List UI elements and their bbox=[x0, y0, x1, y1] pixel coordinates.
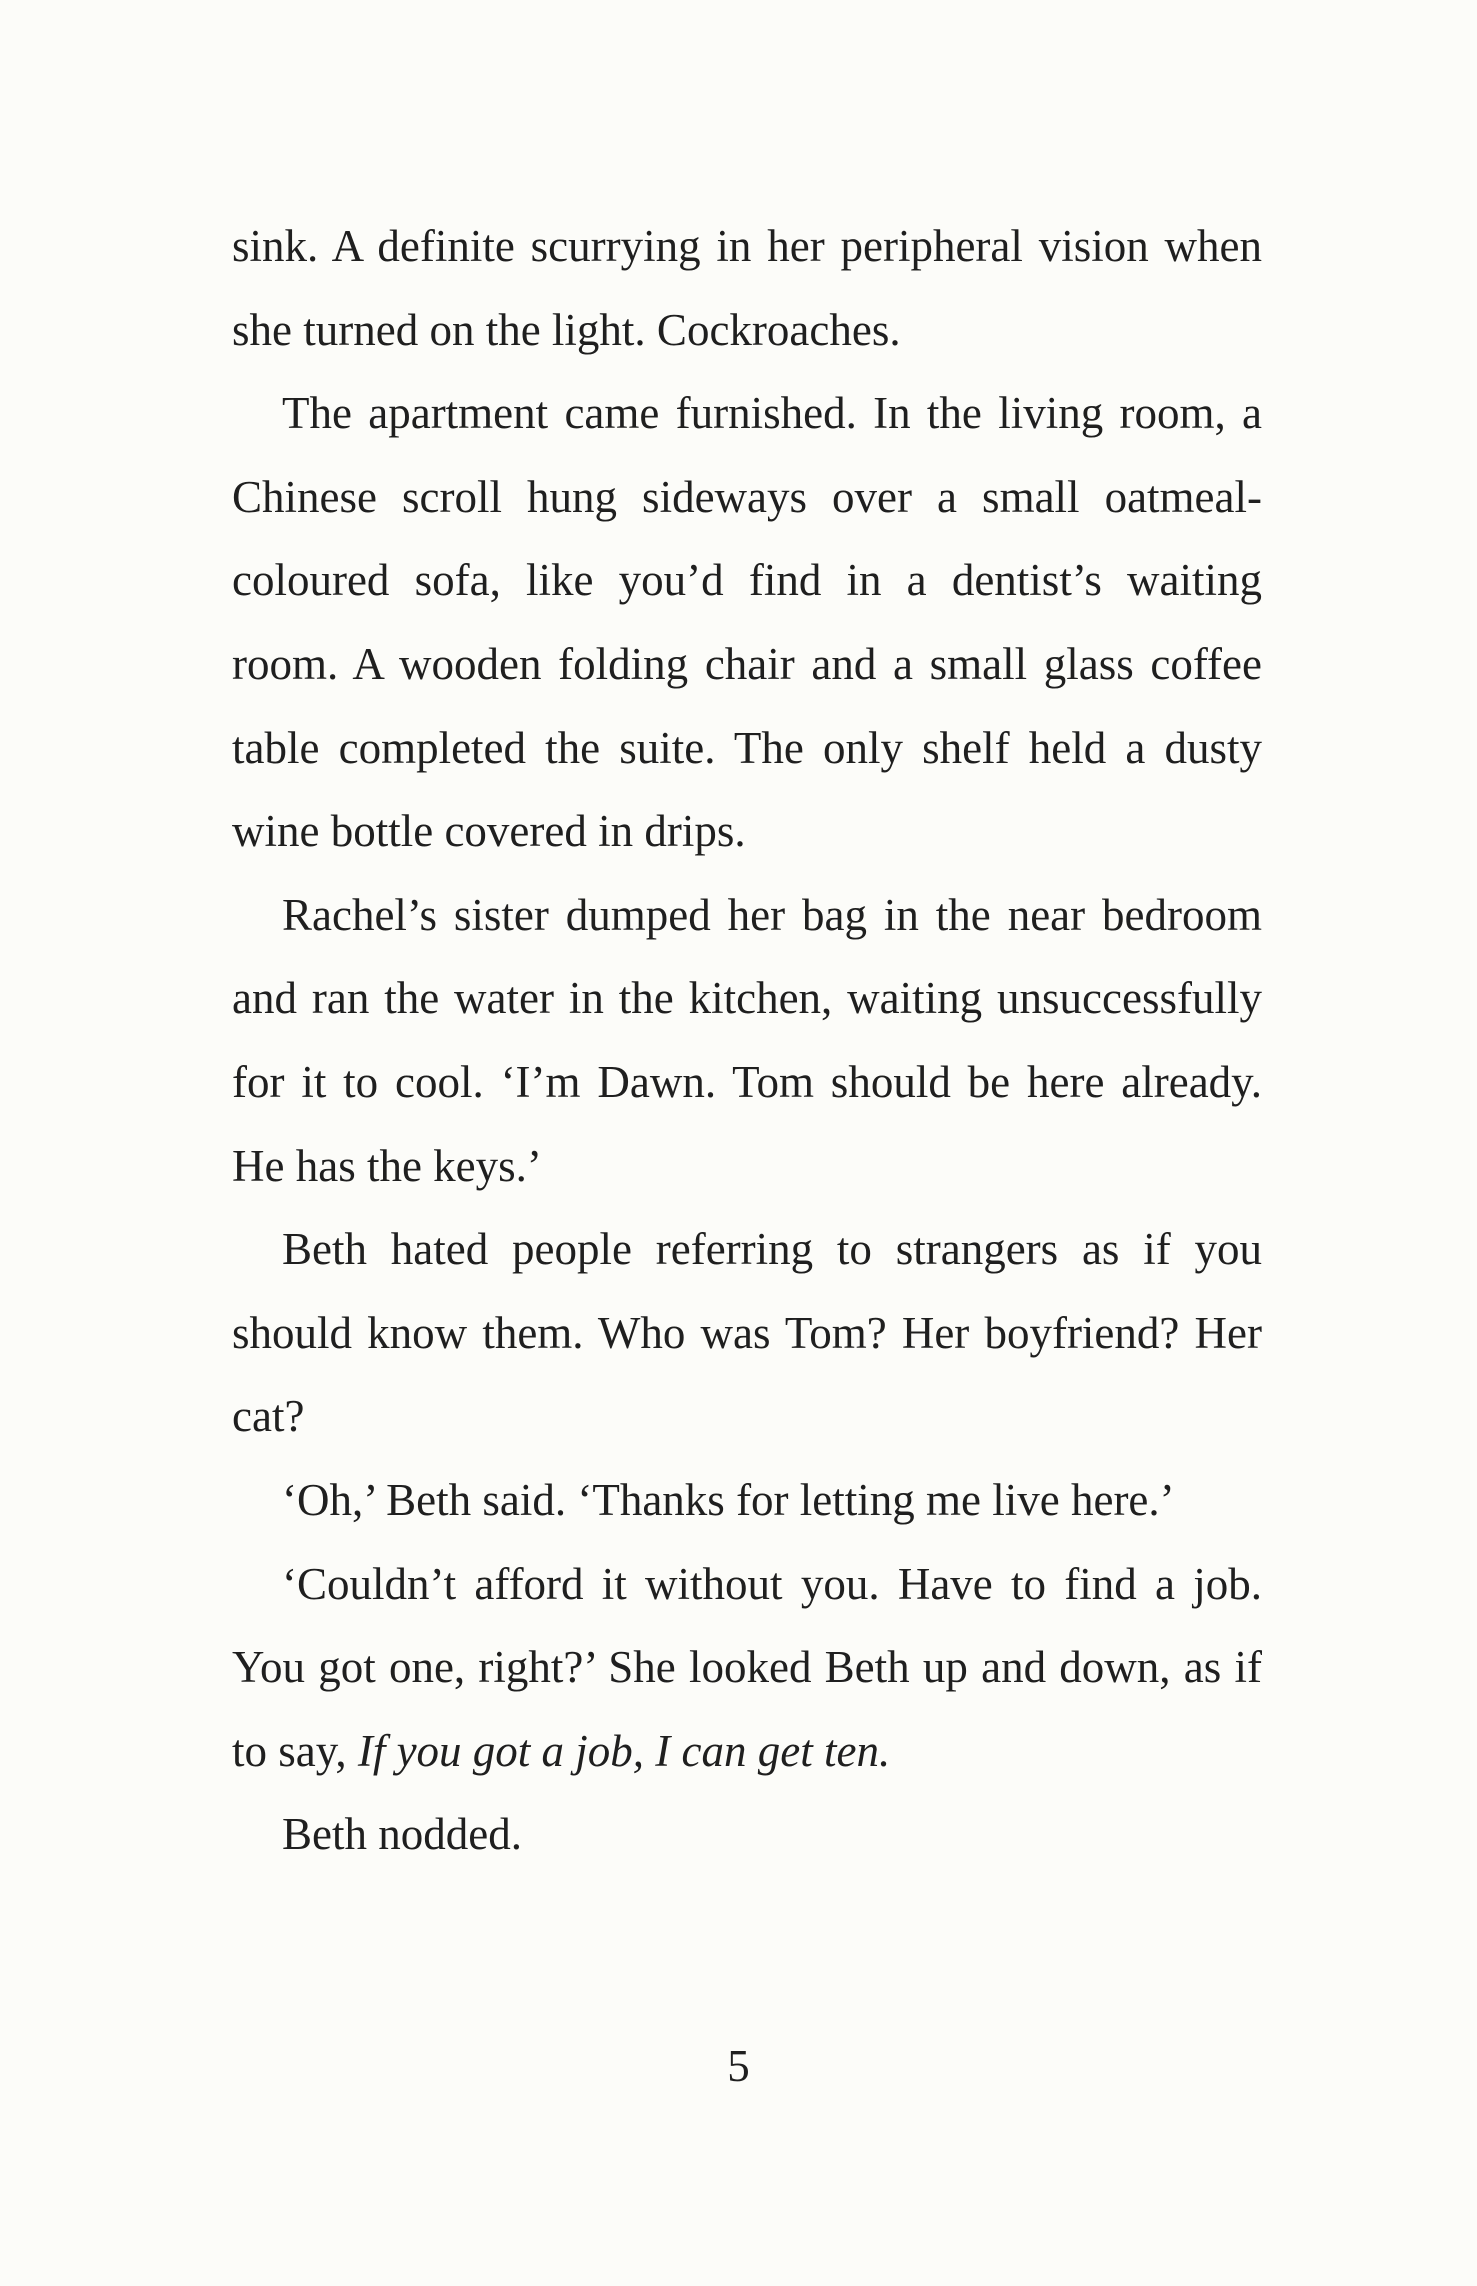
body-text bbox=[232, 205, 1262, 1877]
paragraph-3: Rachel’s sister dumped her bag in the near bedroom and ran the water in the kitchen, waiting unsuccessfully for it to cool. ‘I’m Dawn. Tom should be here already. He has the keys.’ bbox=[232, 889, 1262, 1191]
paragraph-1: sink. A definite scurrying in her peripheral vision when she turned on the light. Cockroaches. bbox=[232, 221, 1262, 355]
paragraph-6 bbox=[232, 1543, 1262, 1794]
paragraph-6-italic: If you got a job, I can get ten. bbox=[357, 1725, 891, 1776]
paragraph-6-text: ‘Couldn’t afford it without you. Have to find a job. You got one, right?’ She looked Beth up and down, as if to say, bbox=[232, 1558, 1262, 1776]
page-number: 5 bbox=[727, 2041, 750, 2091]
paragraph-4: Beth hated people referring to strangers as if you should know them. Who was Tom? Her boyfriend? Her cat? bbox=[232, 1224, 1262, 1442]
paragraph-7: Beth nodded. bbox=[282, 1809, 522, 1860]
paragraph-5: ‘Oh,’ Beth said. ‘Thanks for letting me live here.’ bbox=[282, 1474, 1175, 1525]
paragraph-2: The apartment came furnished. In the living room, a Chinese scroll hung sideways over a small oatmeal-coloured sofa, like you’d find in a dentist’s waiting room. A wooden folding chair and a small glass coffee table completed the suite. The only shelf held a dusty wine bottle covered in drips. bbox=[232, 388, 1262, 857]
